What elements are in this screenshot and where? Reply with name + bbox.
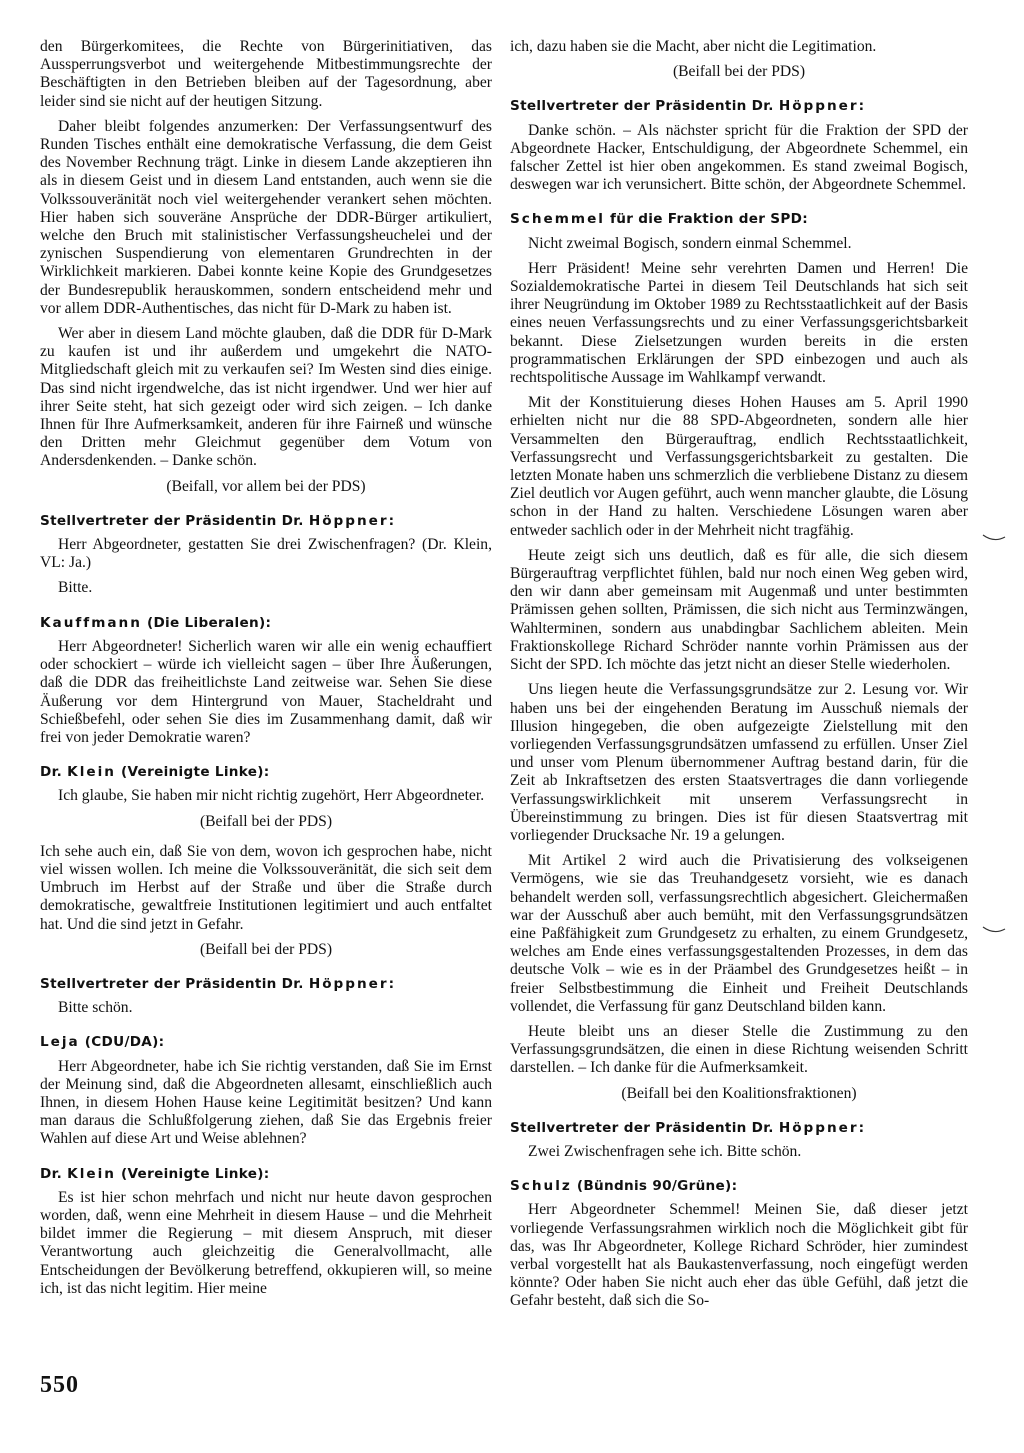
speaker-name: Höppner: [308, 975, 389, 992]
speaker-heading: [510, 210, 968, 228]
speaker-affiliation: :: [858, 1119, 865, 1136]
speaker-affiliation: (Die Liberalen):: [141, 614, 272, 631]
paragraph: Wer aber in diesem Land möchte glauben, daß die DDR für D-Mark zu kaufen ist und ihr außerdem und umgekehrt die NATO-Mitgliedschaft gleich mit zu verkaufen sei? Im Westen sind dies einige. Das sind nicht irgendwelche, das ist nicht irgendwer. Und wer hier auf ihrer Seite steht, hat sich gezeigt oder wird sich zeigen. – Ich danke Ihnen für Ihre Aufmerksamkeit, anderen für ihre Fairneß und wünsche den Dritten mehr Gleichmut gegenüber dem Votum von Andersdenkenden. – Danke schön.: [40, 325, 492, 470]
margin-mark-1: [982, 533, 1006, 543]
speaker-heading: [40, 614, 492, 632]
paragraph: den Bürgerkomitees, die Rechte von Bürgerinitiativen, das Aussperrungsverbot und weitergehende Mitbestimmungsrechte der Beschäftigten in den Betrieben bleiben auf der Tagesordnung, aber leider sind sie nicht auf der heutigen Sitzung.: [40, 38, 492, 110]
applause-note: (Beifall bei der PDS): [199, 812, 333, 830]
paragraph: Danke schön. – Als nächster spricht für die Fraktion der SPD der Abgeordnete Hacker, Entschuldigung, der Abgeordnete Schemmel, ein falscher Zettel ist hier oben angekommen. Es stand zweimal Bogisch, deswegen war ich verunsichert. Bitte schön, der Abgeordnete Schemmel.: [510, 121, 968, 194]
speaker-name: Klein: [67, 764, 116, 781]
paragraph: Herr Abgeordneter! Sicherlich waren wir alle ein wenig echauffiert oder schockiert – würde ich vielleicht sagen – über Ihre Äußerungen, daß die DDR das freiheitlichste Land zeitweise war. Sehen Sie diese Äußerung vor dem Hintergrund von Mauer, Stacheldraht und Schießbefehl, oder sehen Sie dies im Zusammenhang damit, daß wir frei von jeder Demokratie waren?: [40, 637, 492, 746]
speaker-affiliation: (Bündnis 90/Grüne):: [571, 1178, 738, 1195]
paragraph: Heute zeigt sich uns deutlich, daß es für alle, die sich diesem Bürgerauftrag verpflichtet fühlen, bald nur noch einen Weg geben wird, den wir dann aber gemeinsam mit Augenmaß und unter bestimmten Prämissen gehen sollten, Prämissen, die sich nicht aus Terminzwängen, Wahlterminen, sondern aus unabdingbar Sachlichem ableiten. Mein Fraktionskollege Richard Schröder nannte vorhin Prämissen aus der Sicht der SPD. Ich möchte das jetzt nicht an dieser Stelle wiederholen.: [510, 546, 968, 674]
speaker-heading: [40, 1165, 492, 1183]
paragraph: Bitte schön.: [58, 999, 133, 1017]
speaker-affiliation: :: [388, 512, 395, 529]
paragraph: Mit Artikel 2 wird auch die Privatisierung des volkseigenen Vermögens, wie sie das Treuhandgesetz vorsieht, wie es danach behandelt werden soll, verfassungsrechtlich abgesichert. Gleichermaßen war der Ausschuß aber auch bemüht, mit den Verfassungsgrundsätzen eine Paßfähigkeit zum Grundgesetz zu erhalten, zu einem Grundgesetz, welches am Ende eines verfassungsgestaltenden Prozesses, in dem das deutsche Volk – wie es in der Präambel des Grundgesetzes heißt – in freier Selbstbestimmung die Einheit und Freiheit Deutschlands vollendet, die Verfassung für ganz Deutschland bilden kann.: [510, 852, 968, 1015]
applause-note: (Beifall bei den Koalitionsfraktionen): [621, 1084, 857, 1102]
speaker-heading: [510, 1119, 968, 1137]
speaker-name: Höppner: [308, 512, 389, 529]
speaker-title: Stellvertreter der Präsidentin Dr.: [510, 1119, 774, 1136]
paragraph: Zwei Zwischenfragen sehe ich. Bitte schön.: [528, 1142, 802, 1160]
speaker-affiliation: :: [388, 975, 395, 992]
paragraph: Es ist hier schon mehrfach und nicht nur heute davon gesprochen worden, daß, wenn eine Mehrheit in diesem Hause – und die Mehrheit bildet immer die Regierung – mit diesem Anspruch, mit dieser Verantwortung auch gleichzeitig die Generalvollmacht, alle Entscheidungen der Bevölkerung betreffend, okkupieren will, so meine ich, ist das nicht legitim. Hier meine: [40, 1188, 492, 1297]
speaker-affiliation: (CDU/DA):: [79, 1034, 165, 1051]
left-column: [40, 38, 492, 1305]
paragraph: Herr Abgeordneter, gestatten Sie drei Zwischenfragen? (Dr. Klein, VL: Ja.): [40, 536, 492, 572]
paragraph: Ich sehe auch ein, daß Sie von dem, wovon ich gesprochen habe, nicht viel wissen wollen. Ich meine die Volkssouveränität, die sich seit dem Umbruch im Herbst auf der Straße und über die Straße durch demokratische, gewaltfreie Institutionen legitimiert und auch entfaltet hat. Und die sind jetzt in Gefahr.: [40, 842, 492, 933]
applause-note: (Beifall bei der PDS): [672, 63, 806, 81]
speaker-heading: [40, 975, 492, 993]
applause-note: (Beifall bei der PDS): [199, 940, 333, 958]
speaker-affiliation: (Vereinigte Linke):: [115, 1165, 270, 1182]
paragraph: Nicht zweimal Bogisch, sondern einmal Schemmel.: [528, 234, 852, 252]
speaker-name: Kauffmann: [40, 614, 142, 631]
speaker-affiliation: für die Fraktion der SPD:: [604, 211, 808, 228]
speaker-title: Stellvertreter der Präsidentin Dr.: [40, 512, 304, 529]
page-number: 550: [40, 1372, 79, 1398]
paragraph: Uns liegen heute die Verfassungsgrundsätze zur 2. Lesung vor. Wir haben uns bei der eingehenden Beratung im Ausschuß niemals der Illusion hingegeben, die oben aufgezeigte Zielstellung mit den vorliegenden Verfassungsgrundsätzen umfassend zu erfüllen. Unser Ziel und unser vom Plenum übernommener Auftrag bestand darin, für die Zeit ab Inkraftsetzen des ersten Staatsvertrages die dann vorliegende Verfassungswirklichkeit mit unserem Verfassungsrecht in Übereinstimmung zu bringen. Dies ist für diesen Staatsvertrag mit vorliegender Drucksache Nr. 19 a gelungen.: [510, 681, 968, 844]
speaker-affiliation: (Vereinigte Linke):: [115, 764, 270, 781]
speaker-affiliation: :: [858, 98, 865, 115]
speaker-name: Klein: [67, 1165, 116, 1182]
paragraph: Ich glaube, Sie haben mir nicht richtig zugehört, Herr Abgeordneter.: [58, 787, 485, 805]
paragraph: Heute bleibt uns an dieser Stelle die Zustimmung zu den Verfassungsgrundsätzen, die einen in diese Richtung weisenden Schritt darstellen. – Ich danke für die Aufmerksamkeit.: [510, 1022, 968, 1077]
speaker-heading: [510, 1177, 968, 1195]
speaker-heading: [40, 763, 492, 781]
paragraph: Herr Abgeordneter Schemmel! Meinen Sie, daß dieser jetzt vorliegende Verfassungsrahmen wirklich noch die Möglichkeit gibt für das, was Ihr Abgeordneter, Kollege Richard Schröder, hier zumindest verbal vorgestellt hat als Baukastenverfassung, noch eingefügt werden könnte? Oder haben Sie nicht auch eher das üble Gefühl, daß jetzt die Gefahr besteht, daß sich die So-: [510, 1201, 968, 1310]
speaker-title: Dr.: [40, 1165, 68, 1182]
paragraph: Herr Abgeordneter, habe ich Sie richtig verstanden, daß Sie im Ernst der Meinung sind, daß die Abgeordneten allesamt, einschließlich auch Ihnen, in diesem Hohen Hause keine Legitimität besitzen? Und kann man daraus die Schlußfolgerung ziehen, daß Sie das Ergebnis freier Wahlen auf diese Art und Weise ablehnen?: [40, 1057, 492, 1148]
paragraph: Bitte.: [58, 579, 93, 597]
speaker-heading: [40, 512, 492, 530]
speaker-title: Stellvertreter der Präsidentin Dr.: [510, 98, 774, 115]
speaker-title: Dr.: [40, 764, 68, 781]
speaker-name: Schemmel: [510, 211, 605, 228]
paragraph: ich, dazu haben sie die Macht, aber nicht die Legitimation.: [510, 38, 877, 55]
speaker-heading: [40, 1033, 492, 1051]
speaker-heading: [510, 97, 968, 115]
speaker-title: Stellvertreter der Präsidentin Dr.: [40, 975, 304, 992]
speaker-name: Schulz: [510, 1178, 572, 1195]
applause-note: (Beifall, vor allem bei der PDS): [166, 477, 366, 495]
speaker-name: Höppner: [778, 1119, 859, 1136]
speaker-name: Leja: [40, 1034, 80, 1051]
paragraph: Daher bleibt folgendes anzumerken: Der Verfassungsentwurf des Runden Tisches enthält eine demokratische Verfassung, die dem Geist des November Rechnung trägt. Linke in diesem Lande akzeptieren ihn als in diesem Geist und in diesem Land entstanden, auch wenn sie die Volkssouveränität noch viel weitergehender verankert sehen möchten. Hier haben sich souveräne Ansprüche der DDR-Bürger artikuliert, welche den Bruch mit stalinistischer Verfassungsheuchelei und der zynischen Suspendierung von elementaren Grundrechten in der Wirklichkeit markieren. Dabei konnte keine Kopie des Grundgesetzes der Bundesrepublik herauskommen, sondern entscheidend mehr und vor allem DDR-Authentisches, das nicht für D-Mark zu haben ist.: [40, 117, 492, 317]
margin-mark-2: [982, 925, 1006, 935]
speaker-name: Höppner: [778, 98, 859, 115]
right-column: [510, 38, 968, 1318]
paragraph: Herr Präsident! Meine sehr verehrten Damen und Herren! Die Sozialdemokratische Partei in diesem Teil Deutschlands hat sich seit ihrer Neugründung im Oktober 1989 zu Rechtsstaatlichkeit auf der Basis eines neuen Verfassungsrechts und zu einer Verfassungsgerichtsbarkeit bekannt. Diese Zielsetzungen wurden bereits in die ersten programmatischen Erklärungen der SPD einbezogen und auch als rechtspolitische Aussage im Wahlkampf verwandt.: [510, 259, 968, 387]
paragraph: Mit der Konstituierung dieses Hohen Hauses am 5. April 1990 erhielten nicht nur die 88 SPD-Abgeordneten, sondern alle hier Versammelten den Bürgerauftrag, endlich Rechtsstaatlichkeit, Verfassungsrecht und Verfassungsgerichtsbarkeit zu gestalten. Die letzten Monate haben uns schmerzlich die verbliebene Distanz zu diesem Ziel deutlich vor Augen geführt, auch wenn mancher glaubte, die Lösung schon in der Hand zu halten. Verschiedene Lösungen waren aber entweder sachlich oder in der Mehrheit nicht tragfähig.: [510, 394, 968, 539]
